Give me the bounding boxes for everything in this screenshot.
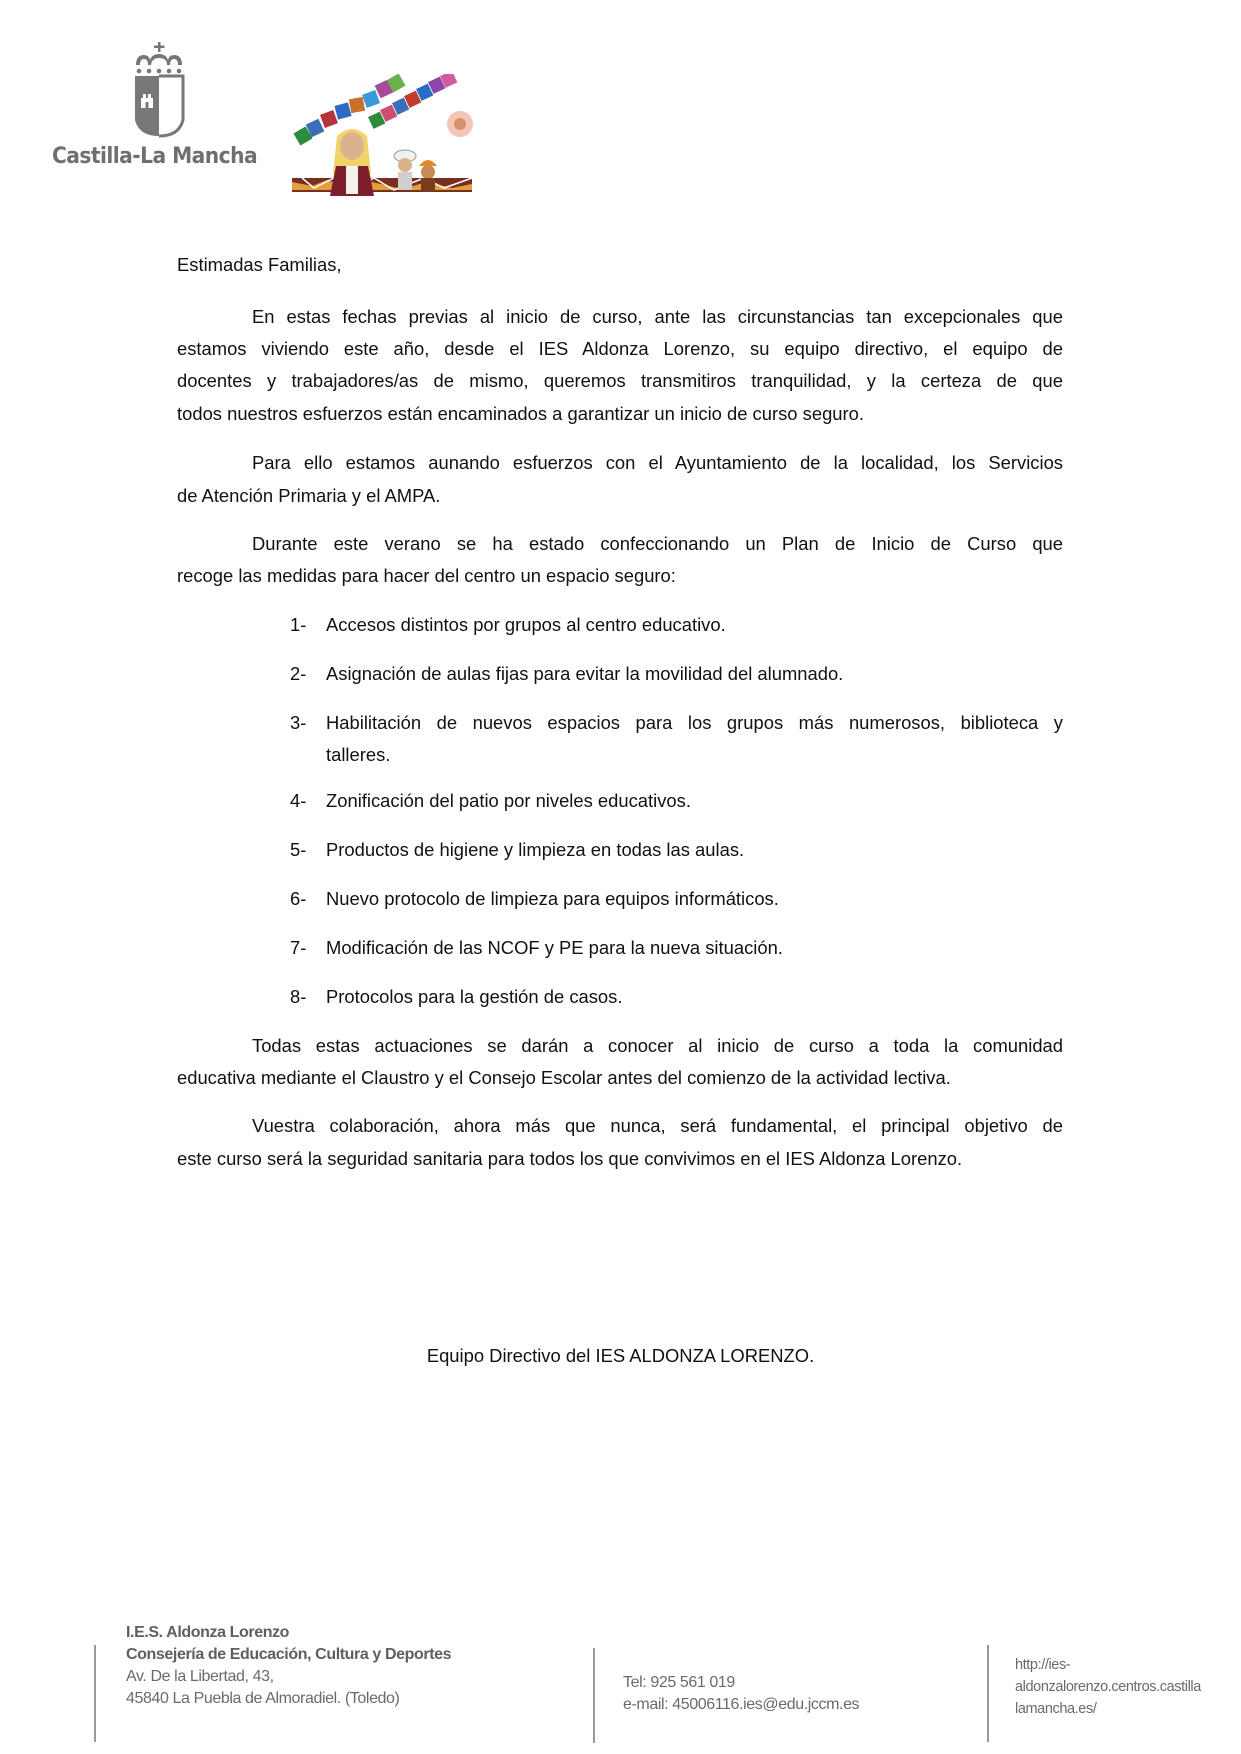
list-number: 3-: [290, 712, 307, 733]
paragraph-line: En estas fechas previas al inicio de curso, ante las circunstancias tan excepcionales que: [252, 306, 1063, 327]
footer-address-line1: Av. De la Libertad, 43,: [126, 1668, 274, 1685]
paragraph-line: Todas estas actuaciones se darán a conocer al inicio de curso a toda la comunidad: [252, 1035, 1063, 1056]
list-text: Zonificación del patio por niveles educativos.: [326, 790, 691, 811]
list-number: 4-: [290, 790, 307, 811]
list-text: Nuevo protocolo de limpieza para equipos informáticos.: [326, 888, 779, 909]
footer-web-line[interactable]: http://ies-: [1015, 1657, 1071, 1673]
paragraph-line: Vuestra colaboración, ahora más que nunca, será fundamental, el principal objetivo de: [252, 1115, 1063, 1136]
footer-contact-block: [623, 1672, 859, 1716]
paragraph-line: este curso será la seguridad sanitaria para todos los que convivimos en el IES Aldonza Lorenzo.: [177, 1148, 963, 1169]
greeting: Estimadas Familias,: [177, 254, 342, 275]
paragraph-line: de Atención Primaria y el AMPA.: [177, 485, 441, 506]
list-text: Productos de higiene y limpieza en todas las aulas.: [326, 839, 745, 860]
footer-web-line[interactable]: aldonzalorenzo.centros.castilla: [1015, 1679, 1201, 1695]
paragraph-line: todos nuestros esfuerzos están encaminados a garantizar un inicio de curso seguro.: [177, 403, 864, 424]
footer-address-block: [126, 1622, 451, 1710]
paragraph-line: docentes y trabajadores/as de mismo, queremos transmitiros tranquilidad, y la certeza de que: [177, 370, 1063, 391]
list-text: Protocolos para la gestión de casos.: [326, 986, 623, 1007]
footer-phone: Tel: 925 561 019: [623, 1674, 735, 1691]
list-text: Asignación de aulas fijas para evitar la movilidad del alumnado.: [326, 663, 844, 684]
footer-address-line2: 45840 La Puebla de Almoradiel. (Toledo): [126, 1690, 400, 1707]
paragraph-line: educativa mediante el Claustro y el Consejo Escolar antes del comienzo de la actividad lectiva.: [177, 1067, 951, 1088]
paragraph-line: recoge las medidas para hacer del centro un espacio seguro:: [177, 565, 676, 586]
castilla-la-mancha-logo: [40, 40, 270, 180]
footer-email[interactable]: e-mail: 45006116.ies@edu.jccm.es: [623, 1696, 860, 1713]
coat-of-arms-icon: [40, 40, 270, 140]
list-text: Habilitación de nuevos espacios para los grupos más numerosos, biblioteca y: [326, 712, 1063, 733]
school-mascot-icon: [292, 74, 482, 206]
paragraph-line: Durante este verano se ha estado confeccionando un Plan de Inicio de Curso que: [252, 533, 1063, 554]
paragraph-line: Para ello estamos aunando esfuerzos con el Ayuntamiento de la localidad, los Servicios: [252, 452, 1063, 473]
footer-school-name: I.E.S. Aldonza Lorenzo: [126, 1624, 290, 1641]
region-name: Castilla-La Mancha: [52, 144, 258, 169]
list-number: 8-: [290, 986, 307, 1007]
list-number: 1-: [290, 614, 307, 635]
list-number: 7-: [290, 937, 307, 958]
list-text-continuation: talleres.: [326, 744, 391, 765]
footer-divider: [593, 1648, 595, 1743]
paragraph-line: estamos viviendo este año, desde el IES Aldonza Lorenzo, su equipo directivo, el equipo de: [177, 338, 1063, 359]
list-number: 2-: [290, 663, 307, 684]
list-number: 6-: [290, 888, 307, 909]
signature: Equipo Directivo del IES ALDONZA LORENZO.: [426, 1345, 815, 1366]
footer-department: Consejería de Educación, Cultura y Deportes: [126, 1646, 452, 1663]
footer-divider: [987, 1645, 989, 1742]
list-number: 5-: [290, 839, 307, 860]
footer-divider: [94, 1645, 96, 1742]
list-text: Accesos distintos por grupos al centro educativo.: [326, 614, 726, 635]
school-logo: [292, 74, 482, 206]
footer-web-line[interactable]: lamancha.es/: [1015, 1701, 1097, 1717]
footer-web-block[interactable]: [1015, 1654, 1201, 1720]
list-text: Modificación de las NCOF y PE para la nueva situación.: [326, 937, 783, 958]
